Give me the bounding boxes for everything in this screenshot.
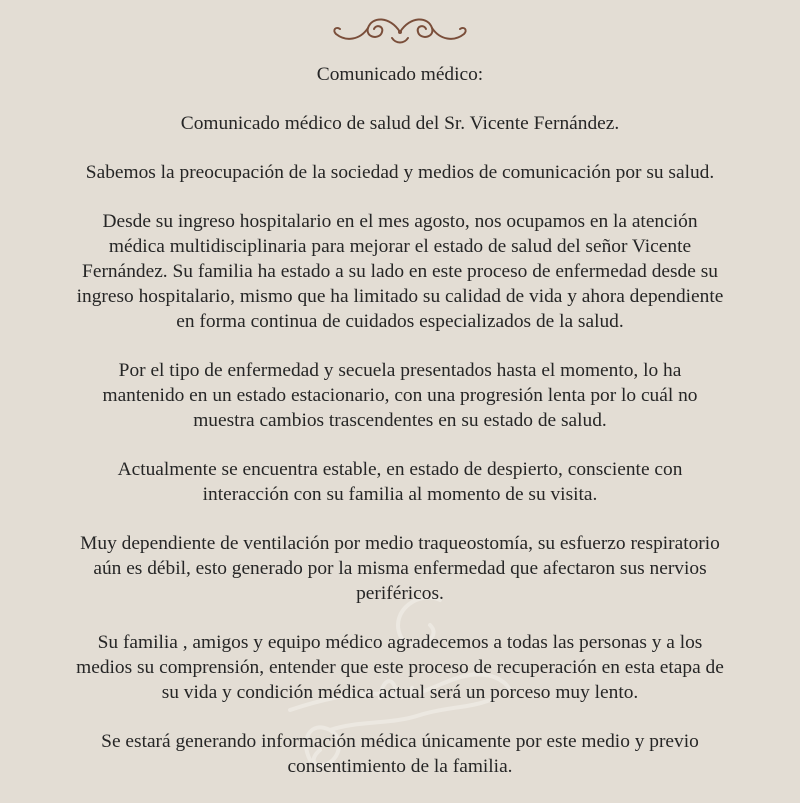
- paragraph-future-info: Se estará generando información médica únicamente por este medio y previo consentimiento de la familia.: [101, 731, 699, 777]
- statement-heading: Comunicado médico:: [316, 64, 484, 85]
- paragraph-title: Comunicado médico de salud del Sr. Vicente Fernández.: [180, 113, 620, 134]
- paragraph-ventilation: Muy dependiente de ventilación por medio traqueostomía, su esfuerzo respiratorio aún es débil, esto generado por la misma enfermedad que afectaron sus nervios periféricos.: [80, 533, 720, 604]
- paragraph-disease-progress: Por el tipo de enfermedad y secuela presentados hasta el momento, lo ha mantenido en un estado estacionario, con una progresión lenta por lo cuál no muestra cambios trascendentes en su estado de salud.: [102, 360, 698, 431]
- statement-body: [20, 62, 780, 803]
- paragraph-current-state: Actualmente se encuentra estable, en estado de despierto, consciente con interacción con su familia al momento de su visita.: [117, 459, 683, 505]
- paragraph-concern: Sabemos la preocupación de la sociedad y medios de comunicación por su salud.: [85, 162, 715, 183]
- paragraph-hospital-admission: Desde su ingreso hospitalario en el mes agosto, nos ocupamos en la atención médica multidisciplinaria para mejorar el estado de salud del señor Vicente Fernández. Su familia ha estado a su lado en este proceso de enfermedad desde su ingreso hospitalario, mismo que ha limitado su calidad de vida y ahora dependiente en forma continua de cuidados especializados de la salud.: [76, 211, 724, 332]
- paragraph-gratitude: Su familia , amigos y equipo médico agradecemos a todas las personas y a los medios su comprensión, entender que este proceso de recuperación en esta etapa de su vida y condición médica actual será un porceso muy lento.: [76, 632, 724, 703]
- scroll-flourish-icon: [330, 12, 470, 48]
